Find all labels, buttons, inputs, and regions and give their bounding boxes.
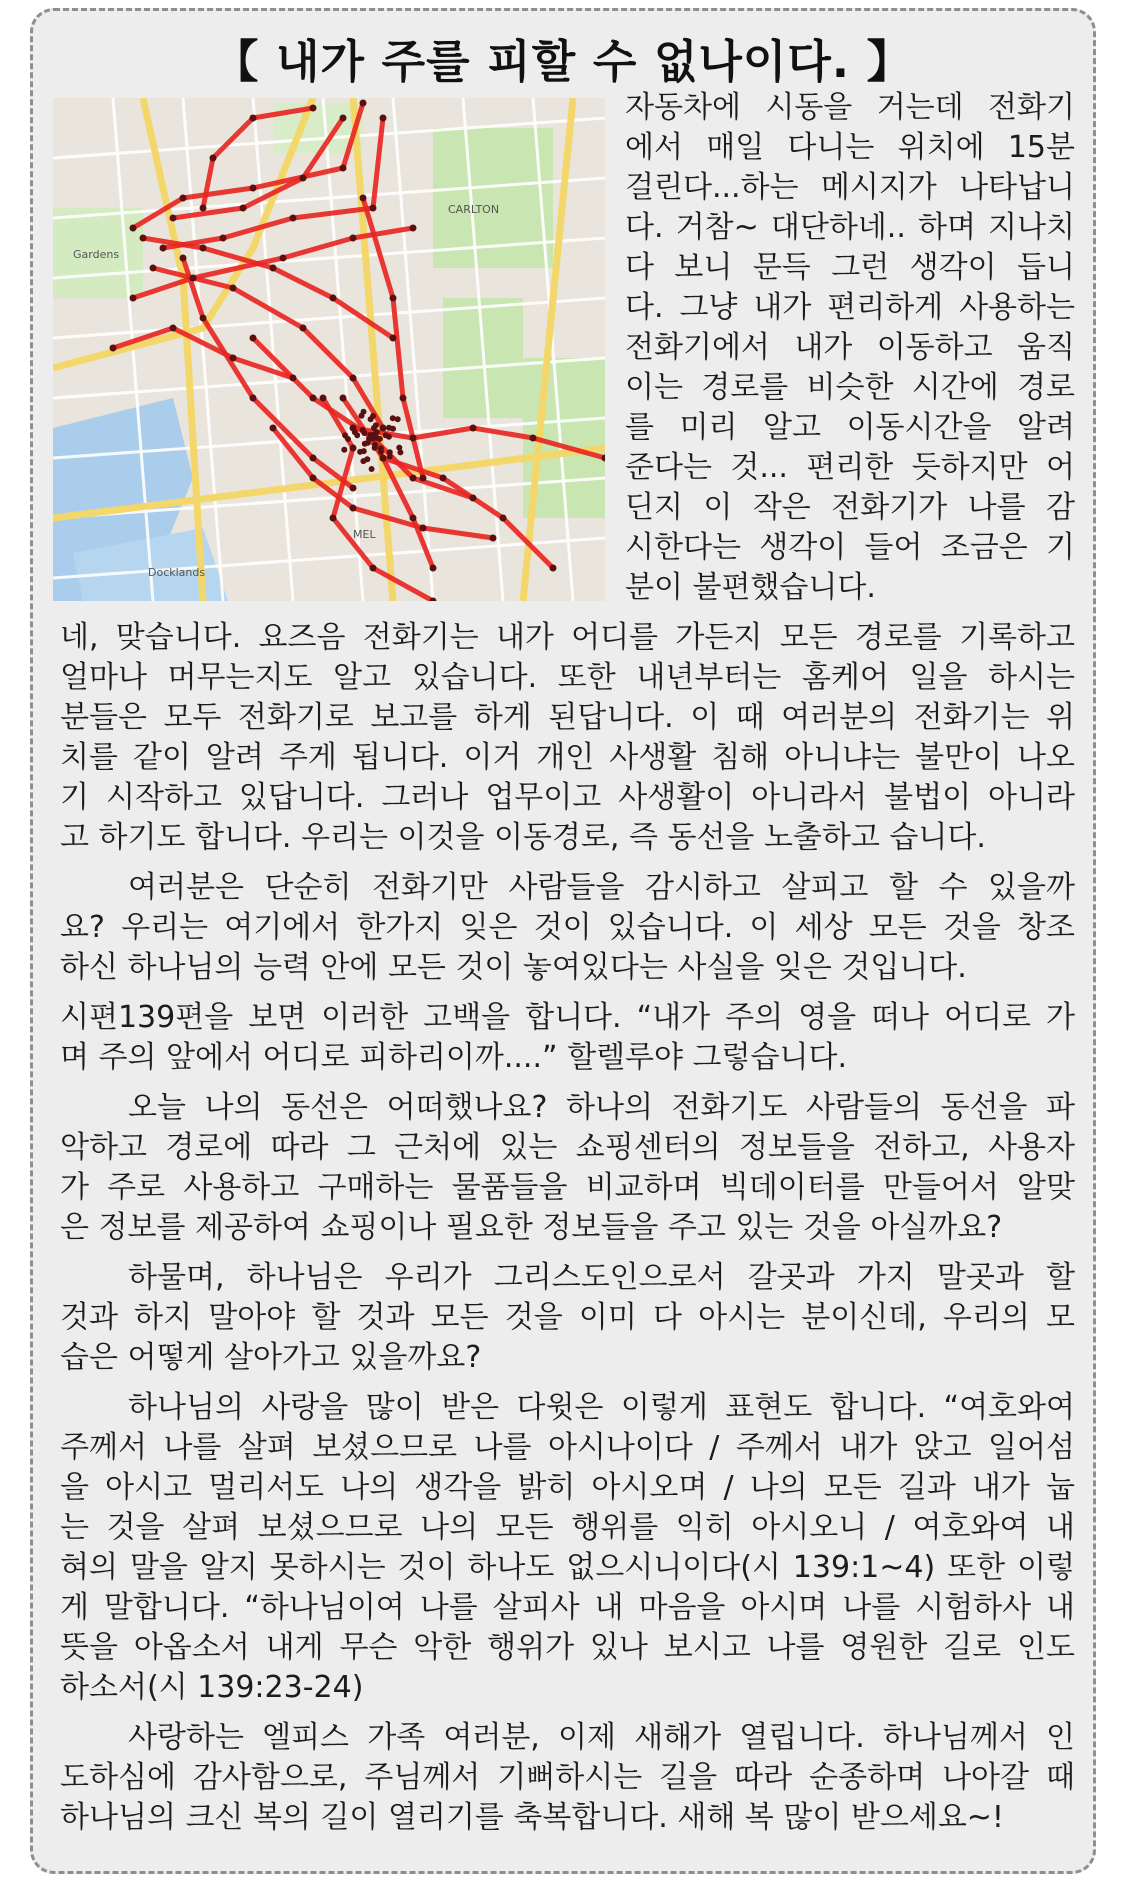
route-point [373, 422, 379, 428]
route-point [290, 375, 297, 382]
body-line: 혀의 말을 알지 못하시는 것이 하나도 없으시니이다(시 139:1~4) 또한 이렇 [60, 1550, 1075, 1585]
route-point [500, 515, 507, 522]
body-paragraph [60, 618, 1075, 858]
route-point [390, 426, 396, 432]
route-point [410, 515, 417, 522]
route-point [250, 185, 257, 192]
route-point [110, 345, 117, 352]
body-paragraph [60, 998, 1075, 1078]
intro-line: 자동차에 시동을 거는데 전화기 [625, 90, 1075, 125]
body-line: 오늘 나의 동선은 어떠했나요? 하나의 전화기도 사람들의 동선을 파 [128, 1090, 1075, 1125]
map-label-docklands: Docklands [148, 566, 206, 579]
route-point [130, 225, 137, 232]
route-point [340, 395, 347, 402]
map-label-melbourne: MEL [353, 528, 376, 541]
body-line: 은 정보를 제공하여 쇼핑이나 필요한 정보들을 주고 있는 것을 아실까요? [60, 1210, 1003, 1245]
body-line: 게 말합니다. “하나님이여 나를 살피사 내 마음을 아시며 나를 시험하사 내 [60, 1590, 1075, 1625]
route-point [140, 235, 147, 242]
route-point [280, 255, 287, 262]
route-point [410, 225, 417, 232]
route-point [200, 245, 207, 252]
route-point [230, 285, 237, 292]
intro-line: 다 보니 문득 그런 생각이 듭니 [625, 250, 1075, 285]
intro-line: 다. 거참~ 대단하네.. 하며 지나치 [625, 210, 1075, 245]
route-point [340, 165, 347, 172]
route-point [170, 325, 177, 332]
route-point [366, 436, 372, 442]
route-point [378, 449, 384, 455]
route-point [350, 505, 357, 512]
body-paragraph [60, 1088, 1075, 1248]
route-point [530, 435, 537, 442]
route-point [360, 100, 367, 107]
route-point [170, 215, 177, 222]
route-point [180, 255, 187, 262]
body-line: 악하고 경로에 따라 그 근처에 있는 쇼핑센터의 정보들을 전하고, 사용자 [60, 1130, 1075, 1165]
body-line: 사랑하는 엘피스 가족 여러분, 이제 새해가 열립니다. 하나님께서 인 [128, 1720, 1075, 1755]
body-paragraph [60, 868, 1075, 988]
body-line: 며 주의 앞에서 어디로 피하리이까....” 할렐루야 그렇습니다. [60, 1040, 847, 1075]
route-point [310, 395, 317, 402]
body-line: 고 하기도 합니다. 우리는 이것을 이동경로, 즉 동선을 노출하고 습니다. [60, 820, 986, 855]
body-line: 하소서(시 139:23-24) [60, 1670, 364, 1705]
route-point [357, 449, 363, 455]
body-line: 네, 맞습니다. 요즈음 전화기는 내가 어디를 가든지 모든 경로를 기록하고 [60, 620, 1075, 655]
intro-line: 걸린다...하는 메시지가 나타납니 [625, 170, 1075, 205]
intro-line: 다. 그냥 내가 편리하게 사용하는 [625, 290, 1075, 325]
intro-line: 준다는 것... 편리한 듯하지만 어 [625, 450, 1075, 485]
route-point [380, 115, 387, 122]
route-point [440, 475, 447, 482]
route-point [200, 315, 207, 322]
body-line: 뜻을 아옵소서 내게 무슨 악한 행위가 있나 보시고 나를 영원한 길로 인도 [60, 1630, 1075, 1665]
intro-line: 딘지 이 작은 전화기가 나를 감 [625, 490, 1075, 525]
body-line: 하나님의 사랑을 많이 받은 다윗은 이렇게 표현도 합니다. “여호와여 [128, 1390, 1075, 1425]
intro-line: 전화기에서 내가 이동하고 움직 [625, 330, 1075, 365]
body-line: 습은 어떻게 살아가고 있을까요? [60, 1340, 482, 1375]
route-point [250, 335, 257, 342]
route-point [400, 395, 407, 402]
route-point [387, 454, 393, 460]
route-point [410, 475, 417, 482]
route-point [470, 495, 477, 502]
route-point [270, 425, 277, 432]
route-point [300, 175, 307, 182]
route-point [420, 525, 427, 532]
route-point [390, 335, 397, 342]
body-line: 것과 하지 말아야 할 것과 모든 것을 이미 다 아시는 분이신데, 우리의 모 [60, 1300, 1075, 1335]
map-label-carlton: CARLTON [448, 203, 500, 216]
route-point [130, 295, 137, 302]
route-point [380, 425, 387, 432]
body-line: 주께서 나를 살펴 보셨으므로 나를 아시나이다 / 주께서 내가 앉고 일어섬 [60, 1430, 1075, 1465]
body-line: 여러분은 단순히 전화기만 사람들을 감시하고 살피고 할 수 있을까 [128, 870, 1075, 905]
route-point [190, 275, 197, 282]
route-point [270, 265, 277, 272]
intro-line: 시한다는 생각이 들어 조금은 기 [625, 530, 1075, 565]
body-line: 가 주로 사용하고 구매하는 물품들을 비교하며 빅데이터를 만들어서 알맞 [60, 1170, 1075, 1205]
route-point [341, 447, 347, 453]
route-point [352, 429, 358, 435]
route-point [360, 427, 366, 433]
route-point [360, 195, 367, 202]
route-point [180, 195, 187, 202]
body-line: 하물며, 하나님은 우리가 그리스도인으로서 갈곳과 가지 말곳과 할 [128, 1260, 1075, 1295]
route-point [342, 432, 348, 438]
body-line: 분들은 모두 전화기로 보고를 하게 된답니다. 이 때 여러분의 전화기는 위 [60, 700, 1075, 735]
route-point [490, 535, 497, 542]
route-point [330, 295, 337, 302]
body-line: 치를 같이 알려 주게 됩니다. 이거 개인 사생활 침해 아니냐는 불만이 나오 [60, 740, 1075, 775]
body-paragraph [60, 1718, 1075, 1838]
intro-line: 를 미리 알고 이동시간을 알려 [625, 410, 1075, 445]
body-line: 얼마나 머무는지도 알고 있습니다. 또한 내년부터는 홈케어 일을 하시는 [60, 660, 1075, 695]
route-point [470, 425, 477, 432]
route-point [395, 416, 401, 422]
route-point [410, 435, 417, 442]
route-point [380, 455, 387, 462]
route-point [250, 395, 257, 402]
route-point [250, 115, 257, 122]
intro-line: 이는 경로를 비슷한 시간에 경로 [625, 370, 1075, 405]
body-paragraph [60, 1388, 1075, 1708]
intro-text-block [625, 88, 1075, 608]
route-point [210, 155, 217, 162]
body-line: 하나님의 크신 복의 길이 열리기를 축복합니다. 새해 복 많이 받으세요~! [60, 1800, 1004, 1835]
route-point [200, 205, 207, 212]
route-point [370, 205, 377, 212]
route-point [240, 205, 247, 212]
route-point [360, 458, 366, 464]
route-point [330, 515, 337, 522]
route-point [290, 215, 297, 222]
route-point [340, 115, 347, 122]
route-point [310, 475, 317, 482]
body-line: 는 것을 살펴 보셨으므로 나의 모든 행위를 익히 아시오니 / 여호와여 내 [60, 1510, 1075, 1545]
intro-line: 분이 불편했습니다. [625, 570, 876, 605]
route-point [362, 441, 368, 447]
route-point [310, 455, 317, 462]
route-point [350, 235, 357, 242]
route-point [369, 466, 375, 472]
route-point [310, 105, 317, 112]
route-map-illustration [53, 98, 605, 601]
map-label-gardens: Gardens [73, 248, 120, 261]
article-body [60, 618, 1075, 1848]
route-point [420, 475, 427, 482]
intro-line: 에서 매일 다니는 위치에 15분 [625, 130, 1075, 165]
route-point [397, 449, 403, 455]
route-point [370, 565, 377, 572]
body-line: 도하심에 감사함으로, 주님께서 기뻐하시는 길을 따라 순종하며 나아갈 때 [60, 1760, 1075, 1795]
route-point [390, 295, 397, 302]
route-point [300, 325, 307, 332]
route-point [386, 434, 392, 440]
route-point [220, 235, 227, 242]
route-point [370, 413, 376, 419]
route-point [350, 485, 357, 492]
body-paragraph [60, 1258, 1075, 1378]
route-point [550, 565, 557, 572]
route-point [350, 445, 357, 452]
body-line: 요? 우리는 여기에서 한가지 잊은 것이 있습니다. 이 세상 모든 것을 창조 [60, 910, 1075, 945]
route-map-image [53, 98, 605, 601]
route-point [350, 375, 357, 382]
body-line: 시편139편을 보면 이러한 고백을 합니다. “내가 주의 영을 떠나 어디로 가 [60, 1000, 1075, 1035]
route-point [361, 409, 367, 415]
route-point [320, 395, 327, 402]
route-point [430, 565, 437, 572]
route-point [160, 245, 167, 252]
route-point [150, 265, 157, 272]
article-title: 【 내가 주를 피할 수 없나이다. 】 [213, 35, 913, 88]
body-line: 하신 하나님의 능력 안에 모든 것이 놓여있다는 사실을 잊은 것입니다. [60, 950, 967, 985]
route-point [374, 429, 380, 435]
route-point [372, 445, 378, 451]
route-point [377, 436, 383, 442]
body-line: 기 시작하고 있답니다. 그러나 업무이고 사생활이 아니라서 불법이 아니라 [60, 780, 1075, 815]
body-line: 을 아시고 멀리서도 나의 생각을 밝히 아시오며 / 나의 모든 길과 내가 눕 [60, 1470, 1075, 1505]
route-point [230, 355, 237, 362]
